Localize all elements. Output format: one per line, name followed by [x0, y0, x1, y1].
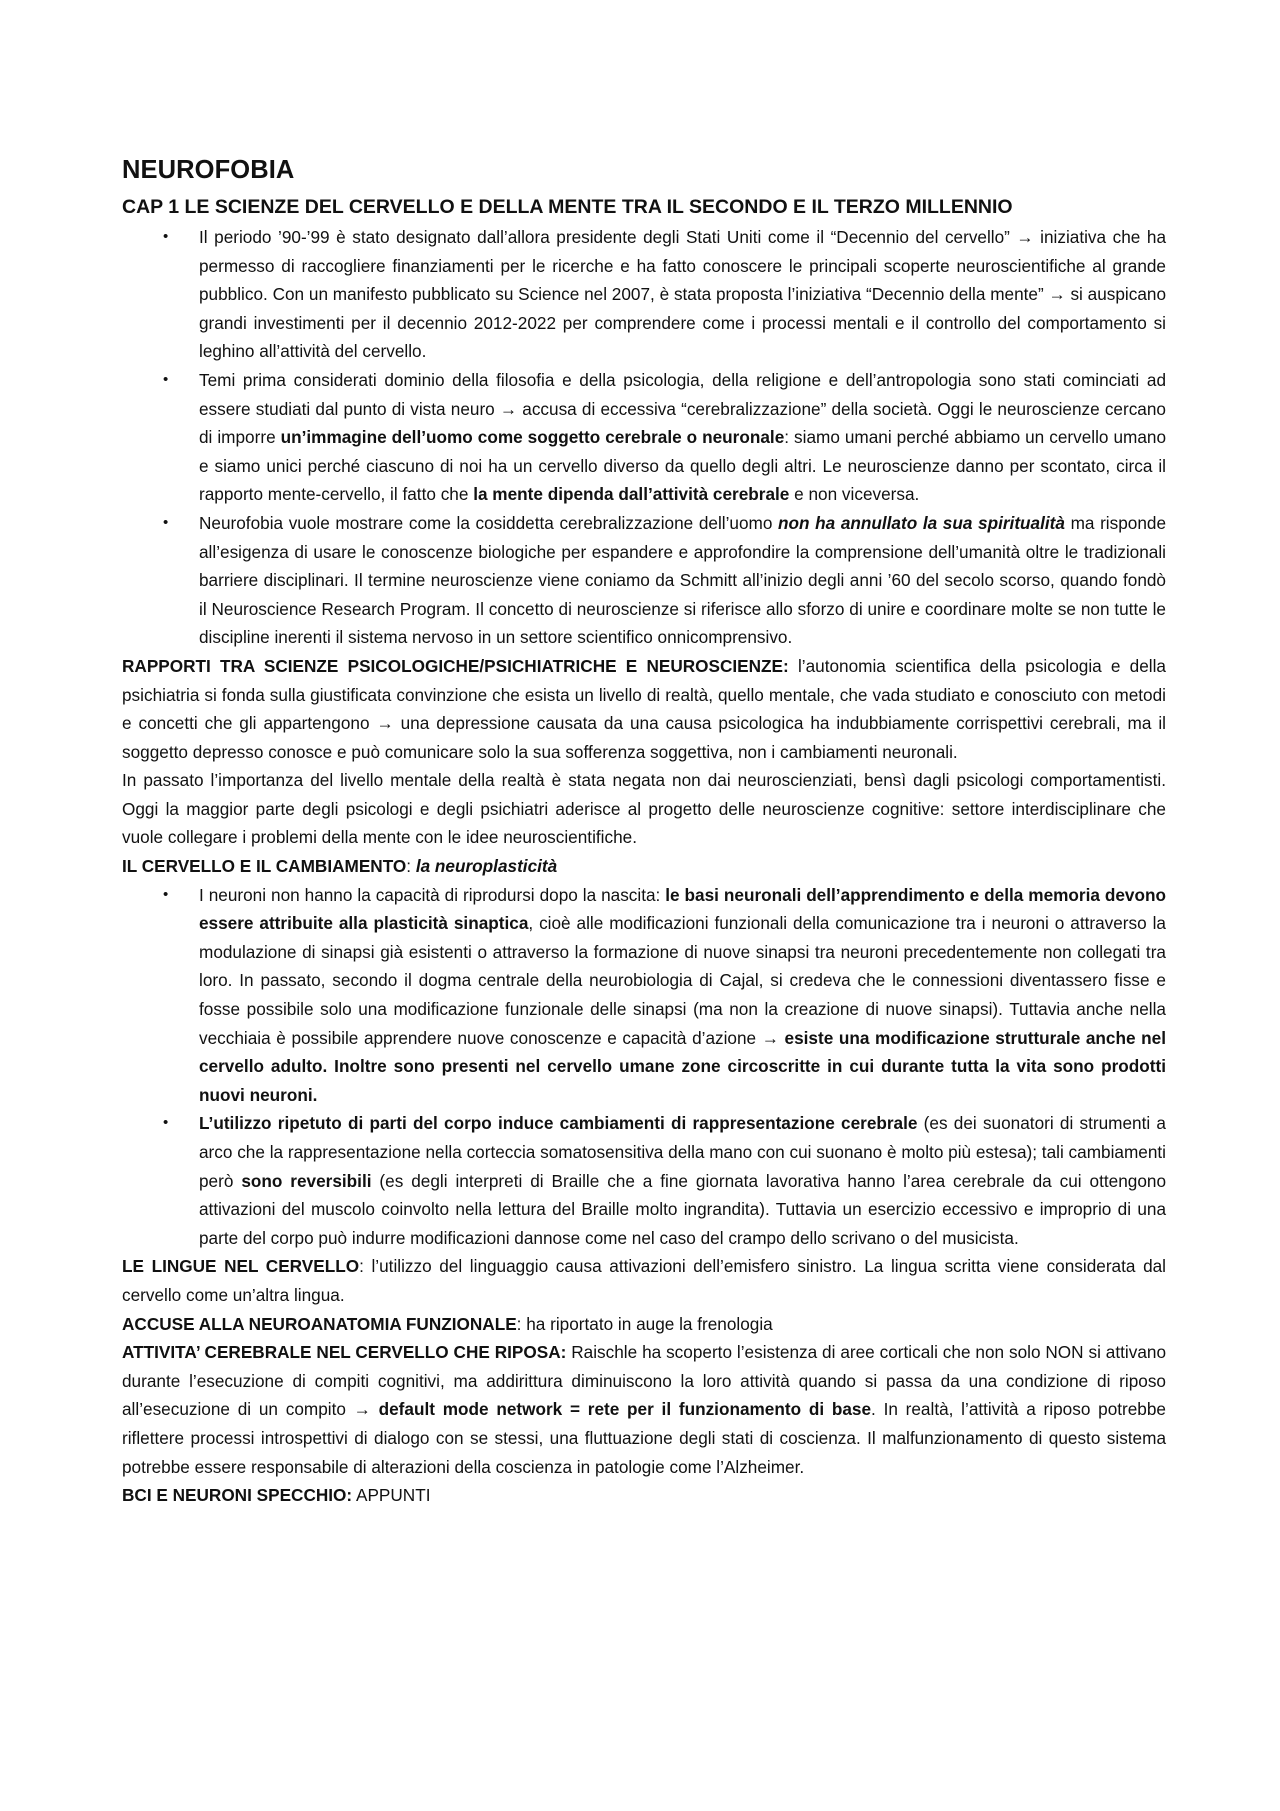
paragraph-lingue: LE LINGUE NEL CERVELLO: l’utilizzo del linguaggio causa attivazioni dell’emisfero sinistro. La lingua scritta viene considerata dal cervello come un’altra lingua. — [122, 1256, 1167, 1305]
document-page — [122, 154, 1166, 1510]
section-heading-cambiamento: IL CERVELLO E IL CAMBIAMENTO: la neuroplasticità — [122, 856, 558, 877]
paragraph-attivita: ATTIVITA’ CEREBRALE NEL CERVELLO CHE RIPOSA: Raischle ha scoperto l’esistenza di aree corticali che non solo NON si attivano durante l’esecuzione di compiti cognitivi, ma addirittura diminuiscono la loro attività quando si passa da una condizione di riposo all’esecuzione di un compito → default mode network = rete per il funzionamento di base. In realtà, l’attività a riposo potrebbe riflettere processi introspettivi di dialogo con se stessi, una fluttuazione degli stati di coscienza. Il malfunzionamento di questo sistema potrebbe essere responsabile di alterazioni della coscienza in patologie come l’Alzheimer. — [122, 1342, 1166, 1477]
list-item: • Neurofobia vuole mostrare come la cosiddetta cerebralizzazione dell’uomo non ha annullato la sua spiritualità ma risponde all’esigenza di usare le conoscenze biologiche per espandere e approfondire la comprensione dell’umanità oltre le tradizionali barriere disciplinari. Il termine neuroscienze viene coniamo da Schmitt all’inizio degli anni ’60 del secolo scorso, quando fondò il Neuroscience Research Program. Il concetto di neuroscienze si riferisce allo sforzo di unire e coordinare molte se non tutte le discipline inerenti il sistema nervoso in un settore scientifico onnicomprensivo. — [122, 509, 1166, 652]
bullet-icon: • — [163, 228, 169, 245]
document-title: NEUROFOBIA — [122, 156, 295, 184]
paragraph-passato: In passato l’importanza del livello mentale della realtà è stata negata non dai neuroscienziati, bensì dagli psicologi comportamentisti. Oggi la maggior parte degli psicologi e degli psichiatri aderisce al progetto delle neuroscienze cognitive: settore interdisciplinare che vuole collegare i problemi della mente con le idee neuroscientifiche. — [122, 770, 1166, 848]
bullet-icon: • — [163, 370, 169, 388]
bullet-icon: • — [163, 513, 169, 531]
paragraph-rapporti: RAPPORTI TRA SCIENZE PSICOLOGICHE/PSICHIATRICHE E NEUROSCIENZE: l’autonomia scientifica della psicologia e della psichiatria si fonda sulla giustificata convinzione che esista un livello di realtà, quello mentale, che vada studiato e conosciuto con metodi e concetti che gli appartengono → una depressione causata da una causa psicologica ha indubbiamente corrispettivi cerebrali, ma il soggetto depresso conosce e può comunicare solo la sua sofferenza soggettiva, non i cambiamenti neuronali. — [122, 655, 1166, 762]
intro-bullet-list — [122, 223, 1166, 652]
paragraph-accuse: ACCUSE ALLA NEUROANATOMIA FUNZIONALE: ha riportato in auge la frenologia — [122, 1313, 773, 1334]
paragraph-bci: BCI E NEURONI SPECCHIO: APPUNTI — [122, 1485, 431, 1506]
list-item: • L’utilizzo ripetuto di parti del corpo induce cambiamenti di rappresentazione cerebrale (es dei suonatori di strumenti a arco che la rappresentazione nella corteccia somatosensitiva della mano con cui suonano è molto più estesa); tali cambiamenti però sono reversibili (es degli interpreti di Braille che a fine giornata lavorativa hanno l’area cerebrale da cui ottengono attivazioni del muscolo coinvolto nella lettura del Braille molto ingrandita). Tuttavia un esercizio eccessivo e improprio di una parte del corpo può indurre modificazioni dannose come nel caso del crampo dello scrivano o del musicista. — [122, 1109, 1166, 1252]
chapter-heading: CAP 1 LE SCIENZE DEL CERVELLO E DELLA MENTE TRA IL SECONDO E IL TERZO MILLENNIO — [122, 196, 1013, 218]
list-item: • Temi prima considerati dominio della filosofia e della psicologia, della religione e dell’antropologia sono stati cominciati ad essere studiati dal punto di vista neuro → accusa di eccessiva “cerebralizzazione” della società. Oggi le neuroscienze cercano di imporre un’immagine dell’uomo come soggetto cerebrale o neuronale: siamo umani perché abbiamo un cervello umano e siamo unici perché ciascuno di noi ha un cervello diverso da quello degli altri. Le neuroscienze danno per scontato, circa il rapporto mente-cervello, il fatto che la mente dipenda dall’attività cerebrale e non viceversa. — [122, 366, 1166, 509]
bullet-icon: • — [163, 1114, 169, 1132]
list-item: • Il periodo ’90-’99 è stato designato dall’allora presidente degli Stati Uniti come il “Decennio del cervello” → iniziativa che ha permesso di raccogliere finanziamenti per le ricerche e ha fatto conoscere le principali scoperte neuroscientifiche al grande pubblico. Con un manifesto pubblicato su Science nel 2007, è stata proposta l’iniziativa “Decennio della mente” → si auspicano grandi investimenti per il decennio 2012-2022 per comprendere come i processi mentali e il controllo del comportamento si leghino all’attività del cervello. — [122, 223, 1166, 366]
bullet-icon: • — [163, 885, 169, 903]
plasticity-bullet-list — [122, 881, 1166, 1253]
list-item: • I neuroni non hanno la capacità di riprodursi dopo la nascita: le basi neuronali dell’apprendimento e della memoria devono essere attribuite alla plasticità sinaptica, cioè alle modificazioni funzionali della comunicazione tra i neuroni o attraverso la modulazione di sinapsi già esistenti o attraverso la formazione di nuove sinapsi tra neuroni precedentemente non collegati tra loro. In passato, secondo il dogma centrale della neurobiologia di Cajal, si credeva che le connessioni diventassero fisse e fosse possibile solo una modificazione funzionale delle sinapsi (ma non la creazione di nuove sinapsi). Tuttavia anche nella vecchiaia è possibile apprendere nuove conoscenze e capacità d’azione → esiste una modificazione strutturale anche nel cervello adulto. Inoltre sono presenti nel cervello umane zone circoscritte in cui durante tutta la vita sono prodotti nuovi neuroni. — [122, 881, 1166, 1110]
